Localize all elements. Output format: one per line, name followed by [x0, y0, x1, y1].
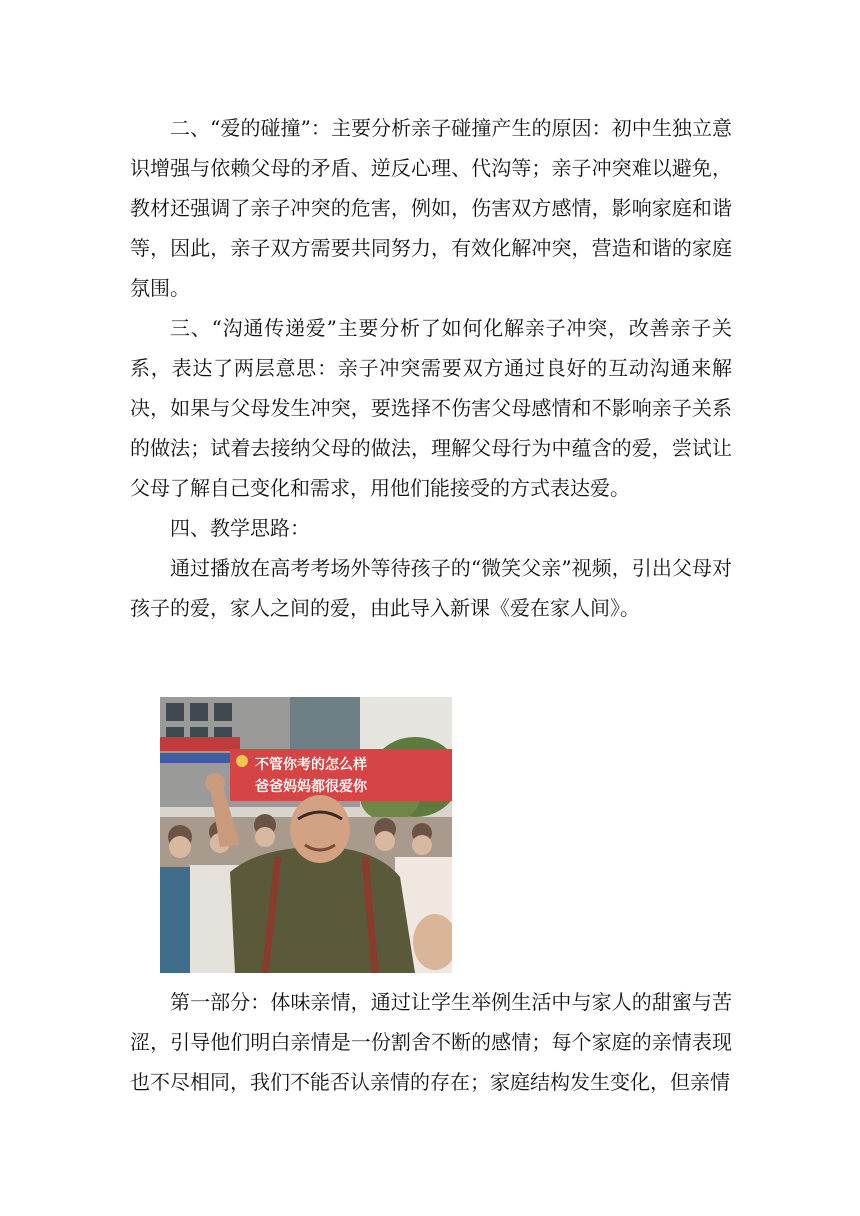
text-block-bottom	[130, 982, 732, 1102]
paragraph-teaching-ideas-heading: 四、教学思路：	[170, 516, 310, 540]
banner-line-2: 爸爸妈妈都很爱你	[255, 779, 367, 795]
smiling-father-photo	[160, 697, 452, 973]
paragraph-teaching-intro: 通过播放在高考考场外等待孩子的“微笑父亲”视频，引出父母对孩子的爱，家人之间的爱，由此导入新课《爱在家人间》。	[130, 556, 732, 620]
paragraph-love-collision: 二、“爱的碰撞”：主要分析亲子碰撞产生的原因：初中生独立意识增强与依赖父母的矛盾、逆反心理、代沟等；亲子冲突难以避免，教材还强调了亲子冲突的危害，例如，伤害双方感情，影响家庭和谐等，因此，亲子双方需要共同努力，有效化解冲突，营造和谐的家庭氛围。	[130, 116, 732, 300]
paragraph-part-one: 第一部分：体味亲情，通过让学生举例生活中与家人的甜蜜与苦涩，引导他们明白亲情是一份割舍不断的感情；每个家庭的亲情表现也不尽相同，我们不能否认亲情的存在；家庭结构发生变化，但亲情	[130, 990, 732, 1094]
paragraph-communication-love: 三、“沟通传递爱”主要分析了如何化解亲子冲突，改善亲子关系，表达了两层意思：亲子冲突需要双方通过良好的互动沟通来解决，如果与父母发生冲突，要选择不伤害父母感情和不影响亲子关系的做法；试着去接纳父母的做法，理解父母行为中蕴含的爱，尝试让父母了解自己变化和需求，用他们能接受的方式表达爱。	[130, 316, 732, 500]
text-block-top	[130, 108, 732, 628]
banner-line-1: 不管你考的怎么样	[255, 757, 367, 773]
